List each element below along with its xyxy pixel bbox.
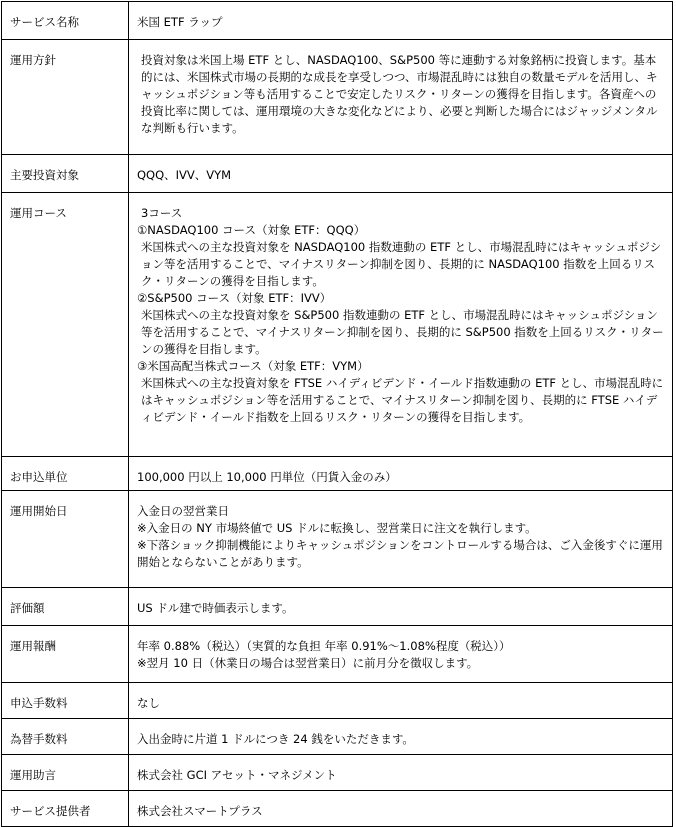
fee-line1: 年率 0.88%（税込）（実質的な負担 年率 0.91%～1.08%程度（税込））	[137, 639, 511, 653]
label-provider: サービス提供者	[2, 791, 129, 827]
label-application-fee: 申込手数料	[2, 683, 129, 719]
value-start-date-cell	[129, 491, 673, 588]
course3-body: 米国株式への主な投資対象を FTSE ハイディビデンド・イールド指数連動の ETF とし、市場混乱時にはキャッシュポジション等を活用することで、マイナスリターン抑制を図り、長期的に FTSE ハイディビデンド・イールド指数を上回るリスク・リターンの獲得を目指します。	[141, 376, 664, 424]
value-advisor: 株式会社 GCI アセット・マネジメント	[129, 755, 673, 791]
row-service-name	[2, 2, 673, 40]
start-date-line3: ※下落ショック抑制機能によりキャッシュポジションをコントロールする場合は、ご入金後すぐに運用開始とならないことがあります。	[137, 538, 663, 569]
label-unit: お申込単位	[2, 457, 129, 491]
label-valuation: 評価額	[2, 588, 129, 626]
row-fee	[2, 626, 673, 683]
row-unit	[2, 457, 673, 491]
row-valuation	[2, 588, 673, 626]
label-fee: 運用報酬	[2, 626, 129, 683]
start-date-line1: 入金日の翌営業日	[137, 504, 229, 518]
value-policy-cell	[129, 40, 673, 155]
row-fx-fee	[2, 719, 673, 755]
service-spec-table	[1, 1, 673, 827]
value-courses-cell	[129, 193, 673, 457]
course3-title: ③米国高配当株式コース（対象 ETF：VYM）	[137, 359, 369, 373]
row-start-date	[2, 491, 673, 588]
course2-title: ②S&P500 コース（対象 ETF：IVV）	[137, 291, 332, 305]
value-fee-cell	[129, 626, 673, 683]
value-provider: 株式会社スマートプラス	[129, 791, 673, 827]
row-provider	[2, 791, 673, 827]
label-courses: 運用コース	[2, 193, 129, 457]
row-advisor	[2, 755, 673, 791]
label-start-date: 運用開始日	[2, 491, 129, 588]
course2-body: 米国株式への主な投資対象を S&P500 指数連動の ETF とし、市場混乱時にはキャッシュポジション等を活用することで、マイナスリターン抑制を図り、長期的に S&P500 指数を上回るリスク・リターンの獲得を目指します。	[141, 308, 664, 356]
value-policy: 投資対象は米国上場 ETF とし、NASDAQ100、S&P500 等に連動する対象銘柄に投資します。基本的には、米国株式市場の長期的な成長を享受しつつ、市場混乱時には独自の数量モデルを活用し、キャッシュポジション等も活用することで安定したリスク・リターンの獲得を目指します。各資産への投資比率に関しては、運用環境の大きな変化などにより、必要と判断した場合にはジャッジメンタルな判断も行います。	[141, 53, 658, 135]
label-main-targets: 主要投資対象	[2, 155, 129, 193]
courses-intro: 3コース	[141, 206, 183, 220]
start-date-line2: ※入金日の NY 市場終値で US ドルに転換し、翌営業日に注文を執行します。	[137, 521, 537, 535]
value-unit: 100,000 円以上 10,000 円単位（円貨入金のみ）	[129, 457, 673, 491]
fee-line2: ※翌月 10 日（休業日の場合は翌営業日）に前月分を徴収します。	[137, 656, 479, 670]
course1-body: 米国株式への主な投資対象を NASDAQ100 指数連動の ETF とし、市場混乱時にはキャッシュポジション等を活用することで、マイナスリターン抑制を図り、長期的に NASDAQ100 指数を上回るリスク・リターンの獲得を目指します。	[141, 240, 662, 288]
label-fx-fee: 為替手数料	[2, 719, 129, 755]
value-service-name: 米国 ETF ラップ	[129, 2, 673, 40]
label-advisor: 運用助言	[2, 755, 129, 791]
value-valuation: US ドル建で時価表示します。	[129, 588, 673, 626]
row-application-fee	[2, 683, 673, 719]
row-policy	[2, 40, 673, 155]
course1-title: ①NASDAQ100 コース（対象 ETF：QQQ）	[137, 223, 366, 237]
value-main-targets: QQQ、IVV、VYM	[129, 155, 673, 193]
value-application-fee: なし	[129, 683, 673, 719]
value-fx-fee: 入出金時に片道 1 ドルにつき 24 銭をいただきます。	[129, 719, 673, 755]
row-main-targets	[2, 155, 673, 193]
row-courses	[2, 193, 673, 457]
label-policy: 運用方針	[2, 40, 129, 155]
label-service-name: サービス名称	[2, 2, 129, 40]
